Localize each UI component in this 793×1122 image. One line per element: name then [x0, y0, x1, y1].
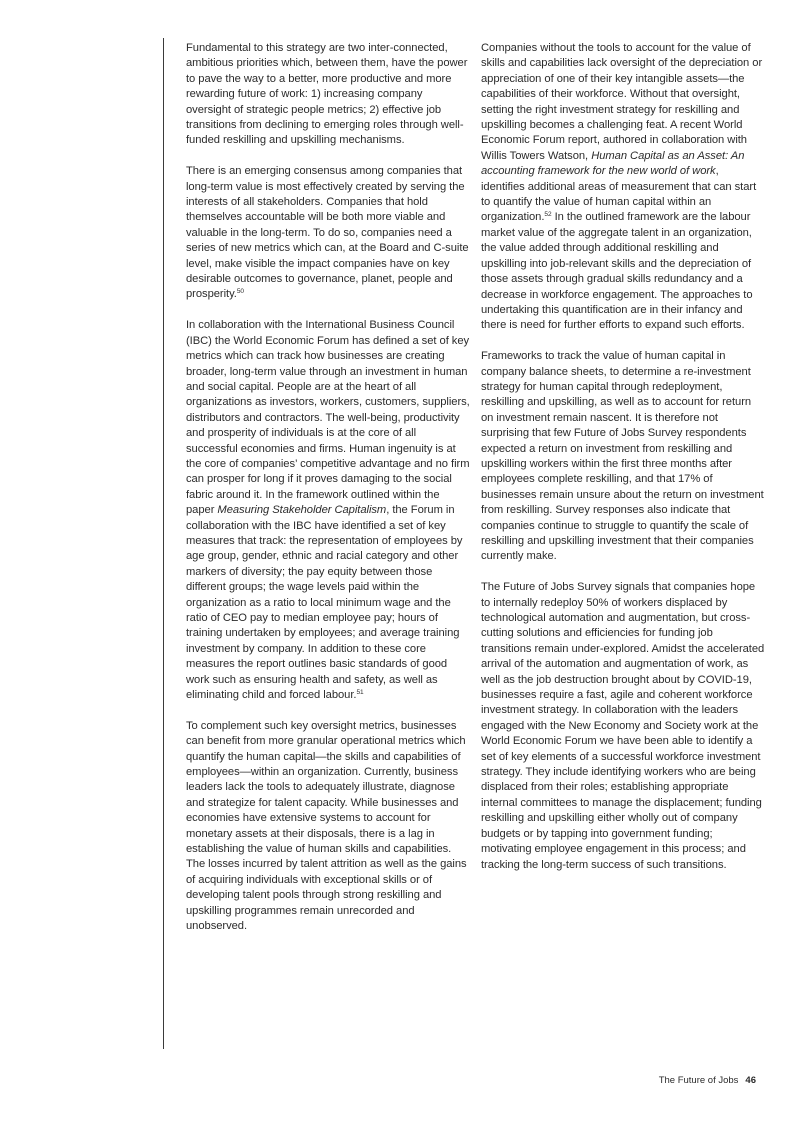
publication-title: Human Capital as an Asset: An accounting framework for the new world of work [481, 149, 745, 178]
right-column [481, 41, 765, 888]
margin-rule [163, 38, 164, 1049]
footnote-ref: 51 [356, 689, 364, 697]
paragraph: To complement such key oversight metrics, businesses can benefit from more granular operational metrics which quantify the human capital—the skills and capabilities of employees—within an organization. Currently, business leaders lack the tools to adequately illustrate, diagnose and strategize for talent capacity. While businesses and economies have extensive systems to account for monetary assets at their disposals, there is a lag in establishing the value of human skills and capabilities. The losses incurred by talent attrition as well as the gains of acquiring individuals with exceptional skills or of developing talent pools through strong reskilling and upskilling programmes remain unrecorded and unobserved. [186, 719, 467, 933]
publication-title: Measuring Stakeholder Capitalism [217, 504, 387, 517]
page-number: 46 [745, 1075, 756, 1086]
footer-title: The Future of Jobs [658, 1075, 739, 1086]
page-footer [659, 1075, 756, 1086]
footnote-ref: 50 [236, 288, 244, 296]
paragraph: Companies without the tools to account for the value of skills and capabilities lack oversight of the depreciation or appreciation of one of their key intangible assets—the capabilities of their workforce. Without that oversight, setting the right investment strategy for reskilling and upskilling becomes a challenging feat. A recent World Economic Forum report, authored in collaboration with Willis Towers Watson, Human Capital as an Asset: An accounting framework for the new world of work, identifies additional areas of measurement that can start to quantify the value of human capital within an organization.$^{52}$ In the outlined framework are the labour market value of the aggregate talent in an organization, the value added through additional reskilling and upskilling into job-relevant skills and the depreciation of those assets through gradual skills redundancy and a decrease in workforce engagement. The approaches to undertaking this quantification are in their infancy and there is need for further efforts to expand such efforts. [481, 42, 763, 332]
paragraph: There is an emerging consensus among companies that long-term value is most effectively created by serving the interests of all stakeholders. Companies that hold themselves accountable will be both more viable and valuable in the long-term. To do so, companies need a series of new metrics which can, at the Board and C-suite level, make visible the impact companies have on key desirable outcomes to governance, planet, people and prosperity.$^{50}$ [186, 165, 469, 301]
paragraph: Frameworks to track the value of human capital in company balance sheets, to determine a re-investment strategy for human capital through redeployment, reskilling and upskilling, as well as to account for return on investment remain nascent. It is therefore not surprising that few Future of Jobs Survey respondents expected a return on investment from reskilling and upskilling workers within the first three months after employees complete reskilling, and that 17% of businesses remain unsure about the return on investment from reskilling. Survey responses also indicate that companies continue to struggle to quantify the scale of reskilling and upskilling investment that their companies currently make. [481, 350, 764, 563]
paragraph: The Future of Jobs Survey signals that companies hope to internally redeploy 50% of workers displaced by technological automation and augmentation, but cross-cutting solutions and efficiencies for funding job transitions remain under-explored. Amidst the accelerated arrival of the automation and augmentation of work, as well as the job destruction brought about by COVID-19, businesses require a fast, agile and coherent workforce investment strategy. In collaboration with the leaders engaged with the New Economy and Society work at the World Economic Forum we have been able to identify a set of key elements of a successful workforce investment strategy. They include identifying workers who are being displaced from their roles; establishing appropriate internal committees to manage the displacement; funding reskilling and upskilling either wholly out of company budgets or by tapping into government funding; motivating employee engagement in this process; and tracking the long-term success of such transitions. [481, 581, 765, 871]
left-column [186, 41, 470, 950]
paragraph: In collaboration with the International Business Council (IBC) the World Economic Forum has defined a set of key metrics which can track how businesses are creating broader, long-term value through an investment in human and social capital. People are at the heart of all organizations as investors, workers, customers, suppliers, distributors and contractors. The well-being, productivity and prosperity of individuals is at the core of all successful economies and firms. Human ingenuity is at the core of companies’ competitive advantage and no firm can prosper for long if it proves damaging to the social fabric around it. In the framework outlined within the paper Measuring Stakeholder Capitalism, the Forum in collaboration with the IBC have identified a set of key measures that track: the representation of employees by age group, gender, ethnic and racial category and other markers of diversity; the pay equity between those different groups; the wage levels paid within the organization as a ratio to local minimum wage and the ratio of CEO pay to median employee pay; hours of training undertaken by employees; and average training investment by company. In addition to these core measures the report outlines basic standards of good work such as ensuring health and safety, as well as eliminating child and forced labour.$^{51}$ [186, 319, 470, 702]
footnote-ref: 52 [544, 211, 552, 219]
paragraph: Fundamental to this strategy are two inter-connected, ambitious priorities which, between them, have the power to pave the way to a better, more productive and more rewarding future of work: 1) increasing company oversight of strategic people metrics; 2) effective job transitions from declining to emerging roles through well-funded reskilling and upskilling mechanisms. [186, 42, 468, 147]
